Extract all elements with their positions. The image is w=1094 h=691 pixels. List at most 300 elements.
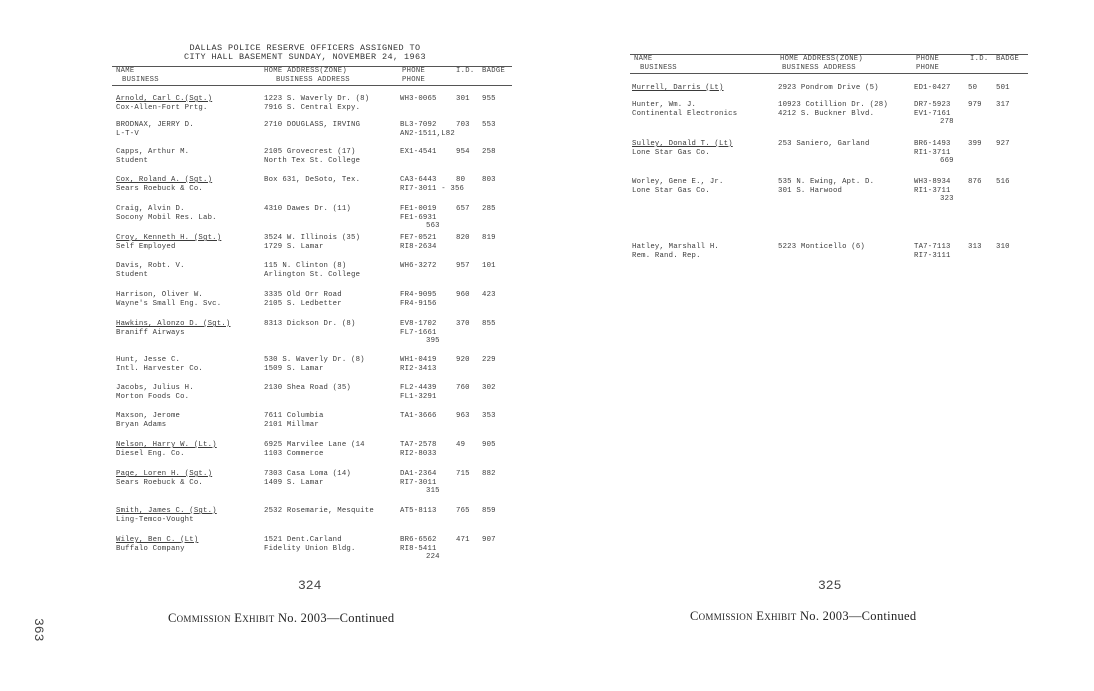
phone-line: 563 <box>426 222 440 230</box>
name-line: Socony Mobil Res. Lab. <box>116 213 217 222</box>
phone-line: WH3-0065 <box>400 95 437 103</box>
badge-line: 955 <box>482 95 496 103</box>
badge-line: 855 <box>482 320 496 328</box>
id-line: 979 <box>968 101 982 109</box>
address-line: Arlington St. College <box>264 270 361 279</box>
phone-line: WH3-8934 <box>914 178 951 186</box>
badge-line: 229 <box>482 356 496 364</box>
row-name <box>116 507 217 524</box>
row-name <box>116 320 230 337</box>
row-address <box>264 320 356 329</box>
phone-line: BL3-7092 <box>400 121 437 129</box>
badge-line: 882 <box>482 470 496 478</box>
phone-line: 315 <box>426 487 440 495</box>
row-phone <box>400 205 440 231</box>
row-name <box>632 84 724 93</box>
address-line: 2923 Pondrom Drive (5) <box>778 84 879 92</box>
row-id <box>968 84 977 93</box>
name-line: Intl. Harvester Co. <box>116 364 203 373</box>
row-id <box>456 291 470 300</box>
row-badge <box>996 84 1010 93</box>
name-line: L-T-V <box>116 129 139 138</box>
address-line: 2101 Millmar <box>264 420 319 429</box>
row-address <box>264 121 360 130</box>
row-phone <box>400 441 437 458</box>
address-line: 8313 Dickson Dr. (8) <box>264 320 356 328</box>
name-line: Ling-Temco-Vought <box>116 515 194 524</box>
badge-line: 353 <box>482 412 496 420</box>
phone-line: TA7-2578 <box>400 441 437 449</box>
row-name <box>116 441 217 458</box>
row-name <box>116 148 189 165</box>
address-line: 1521 Dent.Carland <box>264 536 342 544</box>
name-line: Student <box>116 156 149 165</box>
row-phone <box>400 121 455 138</box>
phone-line: WH6-3272 <box>400 262 437 270</box>
row-address <box>264 507 374 516</box>
row-address <box>778 243 865 252</box>
name-line: Smith, James C. (Sgt.) <box>116 507 217 515</box>
phone-line: TA7-7113 <box>914 243 951 251</box>
page-number-right: 325 <box>818 578 842 593</box>
name-line: Self Employed <box>116 242 176 251</box>
id-line: 49 <box>456 441 466 449</box>
header-bottom-rule <box>112 85 512 86</box>
phone-line: ED1-0427 <box>914 84 951 92</box>
badge-line: 258 <box>482 148 496 156</box>
name-line: Morton Foods Co. <box>116 392 190 401</box>
row-address <box>264 234 360 251</box>
row-id <box>456 121 470 130</box>
address-line: 535 N. Ewing, Apt. D. <box>778 178 875 186</box>
phone-line: DR7-5923 <box>914 101 951 109</box>
row-id <box>456 441 465 450</box>
row-badge <box>482 234 496 243</box>
address-line: 1409 S. Lamar <box>264 478 324 487</box>
row-address <box>264 412 324 429</box>
phone-line: RI7-3011 - 356 <box>400 184 465 193</box>
badge-line: 859 <box>482 507 496 515</box>
name-line: Davis, Robt. V. <box>116 262 185 270</box>
row-address <box>778 178 874 195</box>
row-badge <box>482 176 496 185</box>
row-id <box>456 356 470 365</box>
row-badge <box>482 262 496 271</box>
badge-line: 819 <box>482 234 496 242</box>
row-badge <box>996 140 1010 149</box>
name-line: Lone Star Gas Co. <box>632 148 710 157</box>
id-line: 50 <box>968 84 978 92</box>
phone-line: 395 <box>426 337 440 345</box>
phone-line: 278 <box>940 118 954 126</box>
address-line: 301 S. Harwood <box>778 186 843 195</box>
row-badge <box>482 536 496 545</box>
name-line: Capps, Arthur M. <box>116 148 190 156</box>
row-badge <box>482 148 496 157</box>
address-line: Box 631, DeSoto, Tex. <box>264 176 361 184</box>
address-line: 4212 S. Buckner Blvd. <box>778 109 875 118</box>
name-line: Lone Star Gas Co. <box>632 186 710 195</box>
row-phone <box>400 176 464 193</box>
address-line: 5223 Monticello (6) <box>778 243 865 251</box>
address-line: 7303 Casa Loma (14) <box>264 470 351 478</box>
header-phone-line: PHONE <box>402 67 426 75</box>
row-address <box>778 84 879 93</box>
name-line: Sears Roebuck & Co. <box>116 184 203 193</box>
document-title <box>140 44 470 62</box>
header-name-line: NAME <box>116 67 135 75</box>
address-line: 6925 Marvilee Lane (14 <box>264 441 365 449</box>
id-line: 963 <box>456 412 470 420</box>
name-line: Diesel Eng. Co. <box>116 449 185 458</box>
phone-line: FR4-9156 <box>400 299 437 308</box>
id-line: 471 <box>456 536 470 544</box>
row-address <box>264 262 360 279</box>
row-address <box>778 101 888 118</box>
name-line: Craig, Alvin D. <box>116 205 185 213</box>
badge-line: 516 <box>996 178 1010 186</box>
row-name <box>116 384 194 401</box>
column-header-badge: BADGE <box>482 67 506 75</box>
id-line: 80 <box>456 176 466 184</box>
row-badge <box>482 205 496 214</box>
phone-line: RI7-3111 <box>914 251 951 260</box>
name-line: Arnold, Carl C.(Sgt.) <box>116 95 213 103</box>
row-id <box>456 384 470 393</box>
phone-line: AN2-1511,L82 <box>400 129 455 138</box>
name-line: BRODNAX, JERRY D. <box>116 121 194 129</box>
address-line: 4310 Dawes Dr. (11) <box>264 205 351 213</box>
name-line: Nelson, Harry W. (Lt.) <box>116 441 217 449</box>
right-header-phone-line: PHONE <box>916 55 940 63</box>
row-id <box>968 101 982 110</box>
row-name <box>116 176 212 193</box>
address-line: 7916 S. Central Expy. <box>264 103 361 112</box>
id-line: 876 <box>968 178 982 186</box>
badge-line: 907 <box>482 536 496 544</box>
badge-line: 553 <box>482 121 496 129</box>
row-id <box>968 140 982 149</box>
phone-line: BR6-6562 <box>400 536 437 544</box>
address-line: 2130 Shea Road (35) <box>264 384 351 392</box>
name-line: Cox-Allen-Fort Prtg. <box>116 103 208 112</box>
exhibit-caption-left <box>168 611 394 626</box>
phone-line: RI1-3711 <box>914 148 951 157</box>
id-line: 760 <box>456 384 470 392</box>
exhibit-caption-right <box>690 609 916 624</box>
name-line: Hatley, Marshall H. <box>632 243 719 251</box>
row-name <box>116 291 221 308</box>
row-address <box>778 140 870 149</box>
name-line: Buffalo Company <box>116 544 185 553</box>
caption-word: Commission Exhibit <box>168 611 275 625</box>
phone-line: EV8-1702 <box>400 320 437 328</box>
row-address <box>264 291 342 308</box>
row-badge <box>996 178 1010 187</box>
row-phone <box>914 140 954 166</box>
row-id <box>456 176 465 185</box>
side-page-number: 363 <box>31 618 46 642</box>
badge-line: 927 <box>996 140 1010 148</box>
row-name <box>116 356 203 373</box>
row-name <box>116 470 212 487</box>
row-id <box>456 205 470 214</box>
address-line: 1509 S. Lamar <box>264 364 324 373</box>
name-line: Rem. Rand. Rep. <box>632 251 701 260</box>
row-id <box>968 178 982 187</box>
address-line: 1729 S. Lamar <box>264 242 324 251</box>
row-phone <box>914 178 954 204</box>
badge-line: 905 <box>482 441 496 449</box>
phone-line: RI8-5411 <box>400 544 437 553</box>
id-line: 301 <box>456 95 470 103</box>
row-name <box>116 536 198 553</box>
row-phone <box>400 148 437 157</box>
right-header-home-address-line: HOME ADDRESS(ZONE) <box>780 55 864 63</box>
row-address <box>264 176 360 185</box>
name-line: Bryan Adams <box>116 420 167 429</box>
address-line: 2710 DOUGLASS, IRVING <box>264 121 361 129</box>
name-line: Hunt, Jesse C. <box>116 356 181 364</box>
name-line: Student <box>116 270 149 279</box>
row-name <box>632 178 724 195</box>
row-address <box>264 536 356 553</box>
right-header-business-address-line: BUSINESS ADDRESS <box>782 63 856 72</box>
row-address <box>264 470 351 487</box>
name-line: Croy, Kenneth H. (Sgt.) <box>116 234 222 242</box>
id-line: 920 <box>456 356 470 364</box>
id-line: 313 <box>968 243 982 251</box>
phone-line: AT5-8113 <box>400 507 437 515</box>
name-line: Wayne's Small Eng. Svc. <box>116 299 222 308</box>
address-line: 115 N. Clinton (8) <box>264 262 347 270</box>
name-line: Murrell, Darris (Lt) <box>632 84 724 92</box>
row-phone <box>400 291 437 308</box>
row-name <box>632 243 719 260</box>
row-badge <box>482 507 496 516</box>
phone-line: EV1-7161 <box>914 109 951 118</box>
row-phone <box>914 101 954 127</box>
phone-line: RI1-3711 <box>914 186 951 195</box>
row-name <box>116 95 212 112</box>
address-line: 7611 Columbia <box>264 412 324 420</box>
row-address <box>264 356 365 373</box>
row-name <box>116 412 180 429</box>
address-line: 10923 Cotillion Dr. (28) <box>778 101 888 109</box>
right-column-header-address <box>780 55 863 72</box>
badge-line: 317 <box>996 101 1010 109</box>
name-line: Hawkins, Alonzo D. (Sgt.) <box>116 320 231 328</box>
row-phone <box>400 412 437 421</box>
caption-word: Commission Exhibit <box>690 609 797 623</box>
row-id <box>456 507 470 516</box>
row-id <box>456 536 470 545</box>
id-line: 957 <box>456 262 470 270</box>
name-line: Cox, Roland A. (Sgt.) <box>116 176 213 184</box>
header-business-line: BUSINESS <box>122 75 159 84</box>
phone-line: 669 <box>940 157 954 165</box>
row-badge <box>996 243 1010 252</box>
row-phone <box>400 234 437 251</box>
row-phone <box>914 243 951 260</box>
phone-line: WH1-0419 <box>400 356 437 364</box>
phone-line: TA1-3666 <box>400 412 437 420</box>
name-line: Harrison, Oliver W. <box>116 291 203 299</box>
badge-line: 423 <box>482 291 496 299</box>
phone-line: FL7-1661 <box>400 328 437 337</box>
right-header-name-line: NAME <box>634 55 653 63</box>
row-badge <box>482 121 496 130</box>
page-number-left: 324 <box>298 578 322 593</box>
phone-line: DA1-2364 <box>400 470 437 478</box>
column-header-address <box>264 67 350 84</box>
phone-line: EX1-4541 <box>400 148 437 156</box>
phone-line: FL2-4439 <box>400 384 437 392</box>
id-line: 954 <box>456 148 470 156</box>
address-line: 3524 W. Illinois (35) <box>264 234 361 242</box>
id-line: 657 <box>456 205 470 213</box>
row-name <box>116 234 221 251</box>
column-header-id: I.D. <box>456 67 475 75</box>
row-badge <box>482 384 496 393</box>
name-line: Jacobs, Julius H. <box>116 384 194 392</box>
id-line: 703 <box>456 121 470 129</box>
right-header-bottom-rule <box>630 73 1028 74</box>
row-phone <box>400 320 440 346</box>
row-name <box>632 140 733 157</box>
row-badge <box>482 441 496 450</box>
row-id <box>456 148 470 157</box>
phone-line: 323 <box>940 195 954 203</box>
name-line: Braniff Airways <box>116 328 185 337</box>
phone-line: RI7-3011 <box>400 478 437 487</box>
row-id <box>456 470 470 479</box>
id-line: 399 <box>968 140 982 148</box>
title-line-2: CITY HALL BASEMENT SUNDAY, NOVEMBER 24, 1963 <box>183 52 427 62</box>
badge-line: 101 <box>482 262 496 270</box>
phone-line: RI2-8033 <box>400 449 437 458</box>
right-column-header-name <box>634 55 677 72</box>
row-phone <box>914 84 951 93</box>
right-header-business-line: BUSINESS <box>640 63 677 72</box>
phone-line: FR4-9095 <box>400 291 437 299</box>
phone-line: FE1-0019 <box>400 205 437 213</box>
row-badge <box>996 101 1010 110</box>
id-line: 960 <box>456 291 470 299</box>
title-line-1: DALLAS POLICE RESERVE OFFICERS ASSIGNED TO <box>189 43 421 53</box>
phone-line: CA3-6443 <box>400 176 437 184</box>
phone-line: RI8-2634 <box>400 242 437 251</box>
row-phone <box>400 536 440 562</box>
phone-line: FL1-3291 <box>400 392 437 401</box>
row-phone <box>400 470 440 496</box>
row-badge <box>482 291 496 300</box>
address-line: North Tex St. College <box>264 156 361 165</box>
row-address <box>264 441 365 458</box>
row-id <box>456 320 470 329</box>
row-id <box>456 234 470 243</box>
name-line: Wiley, Ben C. (Lt) <box>116 536 199 544</box>
right-header-phone-line-2: PHONE <box>916 63 940 72</box>
row-phone <box>400 356 437 373</box>
address-line: 1223 S. Waverly Dr. (8) <box>264 95 370 103</box>
header-phone-line-2: PHONE <box>402 75 426 84</box>
name-line: Hunter, Wm. J. <box>632 101 697 109</box>
address-line: 3335 Old Orr Road <box>264 291 342 299</box>
id-line: 820 <box>456 234 470 242</box>
header-business-address-line: BUSINESS ADDRESS <box>276 75 350 84</box>
address-line: 1103 Commerce <box>264 449 324 458</box>
name-line: Continental Electronics <box>632 109 738 118</box>
row-address <box>264 95 369 112</box>
row-name <box>116 205 217 222</box>
row-name <box>116 262 185 279</box>
row-phone <box>400 95 437 104</box>
badge-line: 285 <box>482 205 496 213</box>
caption-rest: No. 2003—Continued <box>277 611 395 625</box>
id-line: 370 <box>456 320 470 328</box>
row-id <box>456 412 470 421</box>
address-line: 530 S. Waverly Dr. (8) <box>264 356 365 364</box>
address-line: 253 Saniero, Garland <box>778 140 870 148</box>
row-name <box>116 121 194 138</box>
row-badge <box>482 356 496 365</box>
phone-line: FE1-6931 <box>400 213 437 222</box>
row-phone <box>400 507 437 516</box>
row-address <box>264 384 351 393</box>
row-badge <box>482 412 496 421</box>
row-address <box>264 205 351 214</box>
row-id <box>456 95 470 104</box>
column-header-phone <box>402 67 425 84</box>
row-badge <box>482 95 496 104</box>
address-line: 2532 Rosemarie, Mesquite <box>264 507 374 515</box>
address-line: 2105 Grovecrest (17) <box>264 148 356 156</box>
header-home-address-line: HOME ADDRESS(ZONE) <box>264 67 348 75</box>
row-badge <box>482 320 496 329</box>
badge-line: 302 <box>482 384 496 392</box>
name-line: Sears Roebuck & Co. <box>116 478 203 487</box>
caption-rest: No. 2003—Continued <box>799 609 917 623</box>
row-badge <box>482 470 496 479</box>
name-line: Page, Loren H. (Sgt.) <box>116 470 213 478</box>
row-id <box>456 262 470 271</box>
row-phone <box>400 384 437 401</box>
phone-line: BR6-1493 <box>914 140 951 148</box>
row-id <box>968 243 982 252</box>
badge-line: 310 <box>996 243 1010 251</box>
id-line: 765 <box>456 507 470 515</box>
phone-line: 224 <box>426 553 440 561</box>
row-name <box>632 101 737 118</box>
badge-line: 501 <box>996 84 1010 92</box>
right-column-header-phone <box>916 55 939 72</box>
badge-line: 803 <box>482 176 496 184</box>
right-column-header-id: I.D. <box>970 55 989 63</box>
row-phone <box>400 262 437 271</box>
name-line: Maxson, Jerome <box>116 412 181 420</box>
column-header-name <box>116 67 159 84</box>
phone-line: RI2-3413 <box>400 364 437 373</box>
name-line: Sulley, Donald T. (Lt) <box>632 140 733 148</box>
row-address <box>264 148 360 165</box>
address-line: Fidelity Union Bldg. <box>264 544 356 553</box>
address-line: 2105 S. Ledbetter <box>264 299 342 308</box>
phone-line: FE7-0521 <box>400 234 437 242</box>
id-line: 715 <box>456 470 470 478</box>
name-line: Worley, Gene E., Jr. <box>632 178 724 186</box>
right-column-header-badge: BADGE <box>996 55 1020 63</box>
